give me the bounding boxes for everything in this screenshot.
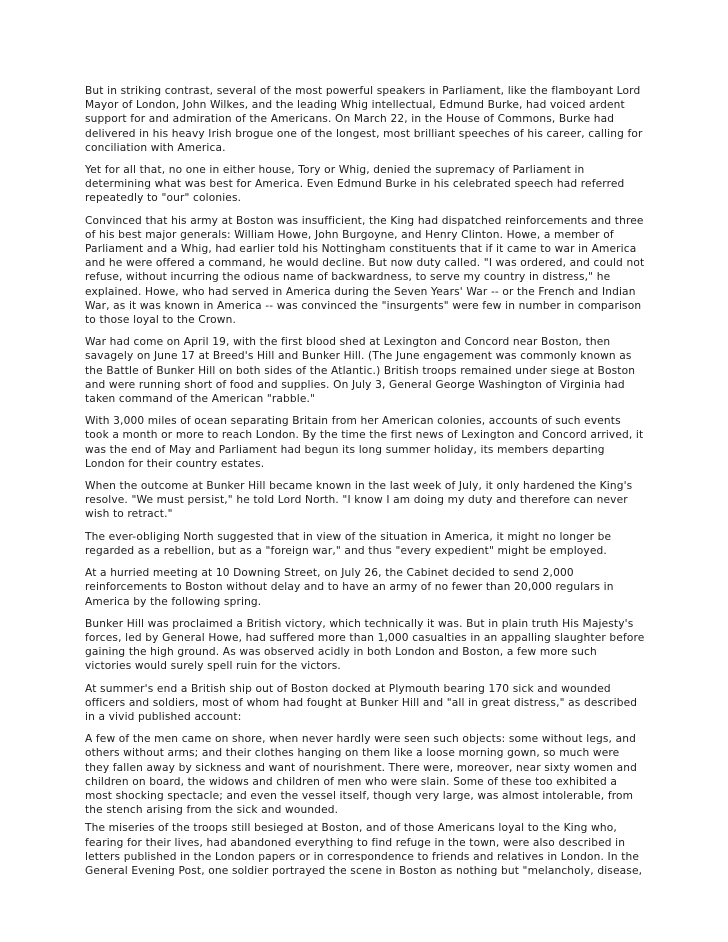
paragraph-7: The ever-obliging North suggested that in view of the situation in America, it might no longer be regarded as a rebellion, but as a "foreign war," and thus "every expedient" might be employed. — [85, 530, 612, 557]
paragraph-9: Bunker Hill was proclaimed a British victory, which technically it was. But in plain truth His Majesty's forces, led by General Howe, had suffered more than 1,000 casualties in an appalling slaughter before gaining the high ground. As was observed acidly in both London and Boston, a few more such victories would surely spell ruin for the victors. — [85, 617, 645, 673]
paragraph-5: With 3,000 miles of ocean separating Britain from her American colonies, accounts of such events took a month or more to reach London. By the time the first news of Lexington and Concord arrived, it was the end of May and Parliament had begun its long summer holiday, its members departing London for their country estates. — [85, 415, 644, 470]
paragraph-12: The miseries of the troops still besieged at Boston, and of those Americans loyal to the King who, fearing for their lives, had abandoned everything to find refuge in the town, were also described in letters published in the London papers or in correspondence to friends and relatives in London. In the General Evening Post, one soldier portrayed the scene in Boston as nothing but "melancholy, disease, — [85, 822, 643, 877]
paragraph-1: But in striking contrast, several of the most powerful speakers in Parliament, like the flamboyant Lord Mayor of London, John Wilkes, and the leading Whig intellectual, Edmund Burke, had voiced ardent support for and admiration of the Americans. On March 22, in the House of Commons, Burke had delivered in his heavy Irish brogue one of the longest, most brilliant speeches of his career, calling for conciliation with America. — [85, 85, 643, 154]
block-quote: A few of the men came on shore, when never hardly were seen such objects: some without legs, and others without arms; and their clothes hanging on them like a loose morning gown, so much were they fallen away by sickness and want of nourishment. There were, moreover, near sixty women and children on board, the widows and children of men who were slain. Some of these too exhibited a most shocking spectacle; and even the vessel itself, though very large, was almost intolerable, from the stench arising from the sick and wounded. — [85, 733, 638, 817]
document-page — [85, 84, 645, 886]
paragraph-10: At summer's end a British ship out of Boston docked at Plymouth bearing 170 sick and wounded officers and soldiers, most of whom had fought at Bunker Hill and "all in great distress," as described in a vivid published account: — [85, 682, 638, 723]
paragraph-8: At a hurried meeting at 10 Downing Street, on July 26, the Cabinet decided to send 2,000 reinforcements to Boston without delay and to have an army of no fewer than 20,000 regulars in America by the following spring. — [85, 567, 614, 608]
paragraph-3: Convinced that his army at Boston was insufficient, the King had dispatched reinforcements and three of his best major generals: William Howe, John Burgoyne, and Henry Clinton. Howe, a member of Parliament and a Whig, had earlier told his Nottingham constituents that if it came to war in America and he were offered a command, he would decline. But now duty called. "I was ordered, and could not refuse, without incurring the odious name of backwardness, to serve my country in distress," he explained. Howe, who had served in America during the Seven Years' War -- or the French and Indian War, as it was known in America -- was convinced the "insurgents" were few in number in comparison to those loyal to the Crown. — [85, 214, 645, 327]
paragraph-2: Yet for all that, no one in either house, Tory or Whig, denied the supremacy of Parliament in determining what was best for America. Even Edmund Burke in his celebrated speech had referred repeatedly to "our" colonies. — [85, 164, 625, 205]
paragraph-4: War had come on April 19, with the first blood shed at Lexington and Concord near Boston, then savagely on June 17 at Breed's Hill and Bunker Hill. (The June engagement was commonly known as the Battle of Bunker Hill on both sides of the Atlantic.) British troops remained under siege at Boston and were running short of food and supplies. On July 3, General George Washington of Virginia had taken command of the American "rabble." — [85, 336, 636, 406]
paragraph-6: When the outcome at Bunker Hill became known in the last week of July, it only hardened the King's resolve. "We must persist," he told Lord North. "I know I am doing my duty and therefore can never wish to retract." — [85, 480, 633, 521]
